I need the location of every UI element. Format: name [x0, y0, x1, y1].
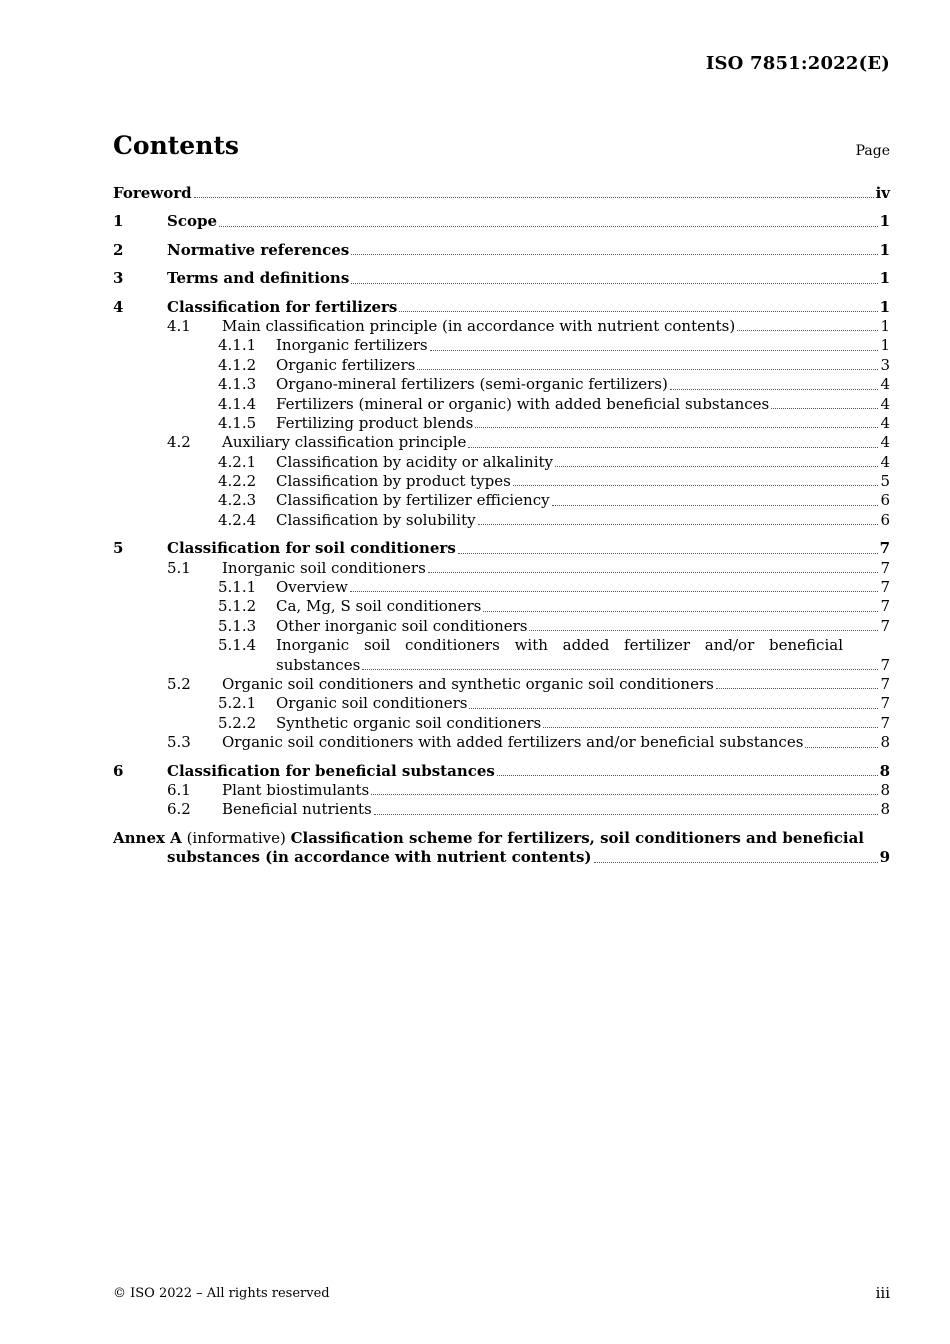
toc-number: 5.1 [167, 558, 191, 577]
toc-entry-5-2-1[interactable] [113, 694, 890, 713]
toc-number: 5.1.2 [218, 597, 257, 616]
dot-leader [430, 349, 879, 351]
toc-label: Auxiliary classification principle [222, 433, 467, 452]
toc-entry-4-1-3[interactable] [113, 375, 890, 394]
toc-label: Scope [167, 212, 218, 231]
toc-label: Organo-mineral fertilizers (semi-organic fertilizers) [276, 375, 668, 394]
toc-label: Ca, Mg, S soil conditioners [276, 597, 482, 616]
toc-page: iv [875, 183, 890, 202]
toc-entry-5[interactable] [113, 539, 890, 558]
toc-entry-4-2[interactable] [113, 433, 890, 452]
page-column-label: Page [855, 143, 890, 159]
toc-entry-4-2-2[interactable] [113, 472, 890, 491]
toc-entry-1[interactable] [113, 212, 890, 231]
dot-leader [771, 407, 878, 409]
toc-page: 5 [880, 472, 890, 491]
toc-label: Foreword [113, 183, 192, 202]
toc-entry-2[interactable] [113, 241, 890, 260]
toc-number: 4.1.5 [218, 413, 257, 432]
annex-note: (informative) [181, 828, 291, 847]
toc-label: Overview [276, 578, 348, 597]
page-title: Contents [113, 131, 240, 160]
dot-leader [351, 282, 877, 284]
dot-leader [428, 571, 879, 573]
toc-entry-5-1-2[interactable] [113, 597, 890, 616]
toc-entry-5-1-4[interactable] [113, 636, 890, 655]
toc-label: Fertilizers (mineral or organic) with added beneficial substances [276, 394, 770, 413]
toc-entry-4[interactable] [113, 298, 890, 317]
toc-label: Classification for soil conditioners [167, 539, 456, 558]
dot-leader [716, 687, 879, 689]
toc-number: 5.2.1 [218, 694, 257, 713]
toc-page: 4 [880, 375, 890, 394]
toc-page: 7 [880, 674, 890, 693]
toc-page: 6 [880, 510, 890, 529]
toc-page: 1 [880, 316, 890, 335]
toc-label: Classification for beneficial substances [167, 761, 495, 780]
toc-page: 8 [880, 800, 890, 819]
toc-number: 4.1.4 [218, 394, 257, 413]
toc-page: 4 [880, 452, 890, 471]
toc-page: 7 [880, 578, 890, 597]
dot-leader [543, 726, 878, 728]
toc-number: 5.3 [167, 733, 191, 752]
toc-page: 3 [880, 355, 890, 374]
toc-page: 1 [879, 269, 890, 288]
toc-label: Classification by fertilizer efficiency [276, 491, 550, 510]
annex-title-line2: substances (in accordance with nutrient contents) [167, 848, 592, 867]
dot-leader [475, 426, 878, 428]
toc-entry-4-1-1[interactable] [113, 336, 890, 355]
toc-number: 4.1.2 [218, 355, 257, 374]
toc-number: 4.2.1 [218, 452, 257, 471]
toc-label: Other inorganic soil conditioners [276, 616, 528, 635]
toc-label: Classification for fertilizers [167, 297, 398, 316]
toc-page: 1 [879, 297, 890, 316]
dot-leader [350, 590, 879, 592]
toc-number: 3 [113, 269, 124, 288]
toc-entry-5-2[interactable] [113, 675, 890, 694]
toc-label: Inorganic soil conditioners with added fertilizer and/or beneficial [276, 636, 843, 655]
dot-leader [399, 310, 877, 312]
toc-entry-4-2-4[interactable] [113, 511, 890, 530]
toc-label: Normative references [167, 240, 350, 259]
toc-entry-4-2-1[interactable] [113, 453, 890, 472]
dot-leader [417, 368, 878, 370]
toc-number: 6 [113, 761, 124, 780]
toc-label: Beneficial nutrients [222, 800, 372, 819]
toc-label: Inorganic fertilizers [276, 336, 428, 355]
toc-entry-5-1-1[interactable] [113, 578, 890, 597]
toc-label: Classification by product types [276, 472, 511, 491]
toc-page: 7 [880, 597, 890, 616]
table-of-contents [113, 184, 890, 868]
dot-leader [552, 504, 879, 506]
toc-number: 1 [113, 212, 124, 231]
toc-number: 5.1.3 [218, 616, 257, 635]
toc-number: 6.1 [167, 780, 191, 799]
dot-leader [529, 629, 878, 631]
toc-number: 5 [113, 539, 124, 558]
toc-entry-6-2[interactable] [113, 800, 890, 819]
toc-page: 1 [879, 212, 890, 231]
page-number: iii [875, 1284, 890, 1302]
toc-number: 6.2 [167, 800, 191, 819]
toc-page: 7 [879, 539, 890, 558]
toc-page: 6 [880, 491, 890, 510]
dot-leader [737, 329, 878, 331]
dot-leader [219, 225, 878, 227]
toc-label: Fertilizing product blends [276, 413, 474, 432]
dot-leader [469, 707, 878, 709]
dot-leader [362, 668, 878, 670]
dot-leader [458, 552, 878, 554]
toc-number: 5.2.2 [218, 713, 257, 732]
toc-entry-4-1-4[interactable] [113, 395, 890, 414]
toc-label: Organic soil conditioners with added fertilizers and/or beneficial substances [222, 733, 804, 752]
toc-entry-4-1-2[interactable] [113, 356, 890, 375]
annex-title-line1: Classification scheme for fertilizers, soil conditioners and beneficial [290, 828, 864, 847]
toc-entry-4-1[interactable] [113, 317, 890, 336]
toc-entry-foreword[interactable] [113, 184, 890, 203]
toc-label: substances [276, 655, 361, 674]
dot-leader [468, 446, 878, 448]
toc-label: Classification by acidity or alkalinity [276, 452, 553, 471]
dot-leader [594, 861, 878, 863]
toc-label: Organic soil conditioners and synthetic organic soil conditioners [222, 674, 714, 693]
toc-entry-annex-a[interactable] [113, 829, 890, 848]
toc-number: 2 [113, 240, 124, 259]
toc-entry-5-1-3[interactable] [113, 617, 890, 636]
toc-page: 7 [880, 713, 890, 732]
toc-number: 4.2.4 [218, 510, 257, 529]
dot-leader [497, 774, 878, 776]
copyright-notice: © ISO 2022 – All rights reserved [113, 1286, 330, 1301]
toc-entry-5-1-4-continued[interactable] [113, 656, 890, 675]
toc-entry-5-2-2[interactable] [113, 714, 890, 733]
toc-number: 5.1.4 [218, 636, 257, 655]
toc-number: 4.1 [167, 316, 191, 335]
toc-page: 7 [880, 655, 890, 674]
toc-entry-4-1-5[interactable] [113, 414, 890, 433]
toc-number: 4 [113, 297, 124, 316]
toc-page: 7 [880, 558, 890, 577]
dot-leader [555, 465, 878, 467]
toc-label: Inorganic soil conditioners [222, 558, 426, 577]
toc-page: 4 [880, 394, 890, 413]
toc-entry-annex-a-continued[interactable] [113, 848, 890, 867]
toc-page: 8 [880, 780, 890, 799]
toc-number: 4.2.2 [218, 472, 257, 491]
document-id: ISO 7851:2022(E) [705, 53, 890, 74]
dot-leader [371, 793, 878, 795]
toc-page: 8 [879, 761, 890, 780]
toc-number: 5.2 [167, 674, 191, 693]
toc-label: Classification by solubility [276, 510, 476, 529]
annex-prefix: Annex A [113, 828, 182, 847]
toc-entry-5-1[interactable] [113, 559, 890, 578]
toc-page: 4 [880, 433, 890, 452]
toc-number: 4.1.3 [218, 375, 257, 394]
toc-label: Terms and definitions [167, 269, 350, 288]
dot-leader [513, 484, 879, 486]
toc-number: 4.1.1 [218, 336, 257, 355]
toc-entry-5-3[interactable] [113, 733, 890, 752]
toc-entry-4-2-3[interactable] [113, 491, 890, 510]
toc-entry-6[interactable] [113, 762, 890, 781]
dot-leader [805, 746, 878, 748]
dot-leader [374, 813, 879, 815]
toc-number: 4.2.3 [218, 491, 257, 510]
toc-page: 7 [880, 694, 890, 713]
toc-label: Organic fertilizers [276, 355, 416, 374]
toc-page: 7 [880, 616, 890, 635]
dot-leader [483, 610, 878, 612]
toc-page: 1 [879, 240, 890, 259]
toc-entry-3[interactable] [113, 269, 890, 288]
toc-label: Main classification principle (in accordance with nutrient contents) [222, 316, 736, 335]
dot-leader [351, 253, 877, 255]
toc-label: Organic soil conditioners [276, 694, 468, 713]
toc-label: Synthetic organic soil conditioners [276, 713, 542, 732]
toc-label: Plant biostimulants [222, 780, 370, 799]
toc-entry-6-1[interactable] [113, 781, 890, 800]
dot-leader [670, 388, 879, 390]
toc-page: 8 [880, 733, 890, 752]
toc-page: 9 [879, 848, 890, 867]
toc-number: 4.2 [167, 433, 191, 452]
toc-page: 4 [880, 413, 890, 432]
toc-page: 1 [880, 336, 890, 355]
toc-number: 5.1.1 [218, 578, 257, 597]
dot-leader [478, 523, 879, 525]
dot-leader [194, 196, 874, 198]
